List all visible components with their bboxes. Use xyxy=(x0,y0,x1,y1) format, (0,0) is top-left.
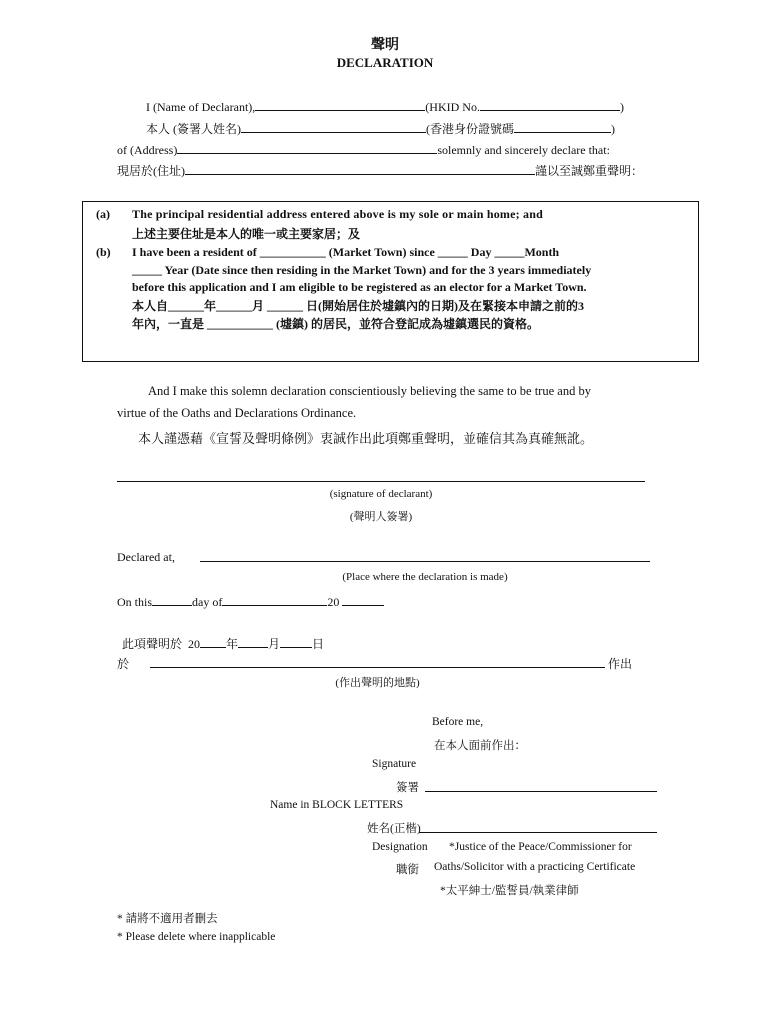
solemn-line1: And I make this solemn declaration conscientiously believing the same to be true and by xyxy=(148,384,591,398)
declared-at-line[interactable] xyxy=(200,561,650,562)
zh-at-label: 於 xyxy=(117,657,130,671)
witness-signature-en: Signature xyxy=(372,758,417,770)
hkid-label-zh: (香港身份證號碼 xyxy=(426,122,514,136)
month-field[interactable] xyxy=(222,593,327,606)
designation-text2: Oaths/Solicitor with a practicing Certificate xyxy=(434,861,636,873)
designation-text1: *Justice of the Peace/Commissioner for xyxy=(449,841,632,853)
declarant-signature-line[interactable] xyxy=(117,481,645,482)
close-paren-zh: ) xyxy=(611,122,615,136)
name-row-en xyxy=(146,98,624,115)
solemn-zh: 本人謹憑藉《宣誓及聲明條例》衷誠作出此項鄭重聲明，並確信其為真確無訛。 xyxy=(138,431,594,446)
solemnly-en: solemnly and sincerely declare that: xyxy=(437,143,610,157)
zh-date-prefix: 此項聲明於 xyxy=(122,637,183,651)
date-row-en xyxy=(117,593,384,610)
item-b-zh1: 本人自______年______月 ______ 日(開始居住於墟鎮內的日期)及在緊接本申請之前的3 xyxy=(132,299,584,313)
item-b-zh2: 年內，一直是 ___________ (墟鎮) 的居民，並符合登記成為墟鎮選民的資格。 xyxy=(132,317,539,331)
hkid-field[interactable] xyxy=(480,98,620,111)
year-field[interactable] xyxy=(342,593,384,606)
zh-place-caption: (作出聲明的地點) xyxy=(335,677,420,689)
address-field-zh[interactable] xyxy=(185,162,535,175)
address-label-en: of (Address) xyxy=(117,143,178,157)
solemn-line2: virtue of the Oaths and Declarations Ordinance. xyxy=(117,406,357,420)
before-me-zh: 在本人面前作出： xyxy=(434,740,526,752)
item-a-zh: 上述主要住址是本人的唯一或主要家居；及 xyxy=(132,227,361,241)
year-prefix: 20 xyxy=(327,595,340,609)
address-field[interactable] xyxy=(177,141,437,154)
zh-place-line[interactable] xyxy=(150,667,605,668)
item-b-line2: _____ Year (Date since then residing in the Market Town) and for the 3 years immediately xyxy=(132,263,592,277)
before-me-en: Before me, xyxy=(432,716,484,728)
item-b-marker: (b) xyxy=(96,245,111,259)
solemnly-zh: 謹以至誠鄭重聲明： xyxy=(535,164,644,178)
note-en: * Please delete where inapplicable xyxy=(117,931,276,943)
zh-year-field[interactable] xyxy=(200,635,226,648)
item-b-line1: I have been a resident of ___________ (Market Town) since _____ Day _____Month xyxy=(132,245,560,259)
designation-zh: 職銜 xyxy=(396,864,419,876)
name-field[interactable] xyxy=(255,98,425,111)
zh-month-field[interactable] xyxy=(238,635,268,648)
day-field[interactable] xyxy=(152,593,192,606)
close-paren: ) xyxy=(619,100,624,114)
name-row-zh xyxy=(146,120,615,137)
designation-text-zh: *太平紳士/監誓員/執業律師 xyxy=(440,885,579,897)
note-zh: * 請將不適用者刪去 xyxy=(117,913,218,925)
witness-name-en: Name in BLOCK LETTERS xyxy=(270,799,404,811)
witness-signature-zh: 簽署 xyxy=(396,782,419,794)
witness-name-zh: 姓名(正楷) xyxy=(367,823,421,835)
zh-year: 年 xyxy=(226,637,239,651)
address-label-zh: 現居於(住址) xyxy=(117,164,185,178)
hkid-field-zh[interactable] xyxy=(514,120,611,133)
place-caption-en: (Place where the declaration is made) xyxy=(342,571,508,583)
declared-at-label: Declared at, xyxy=(117,550,175,564)
name-label-zh: 本人 (簽署人姓名) xyxy=(146,122,241,136)
day-of-label: day of xyxy=(192,595,223,609)
signature-caption-zh: (聲明人簽署) xyxy=(349,511,413,523)
zh-made-label: 作出 xyxy=(608,657,633,671)
signature-caption-en: (signature of declarant) xyxy=(329,488,433,500)
date-row-zh xyxy=(122,635,324,652)
name-field-zh[interactable] xyxy=(241,120,426,133)
item-a-en: The principal residential address entered above is my sole or main home; and xyxy=(132,207,543,221)
witness-name-line[interactable] xyxy=(419,832,657,833)
zh-month: 月 xyxy=(268,637,281,651)
designation-en: Designation xyxy=(372,841,428,853)
witness-signature-line[interactable] xyxy=(425,791,657,792)
address-row-zh xyxy=(117,162,643,179)
zh-day: 日 xyxy=(312,637,325,651)
name-label-en: I (Name of Declarant), xyxy=(146,100,256,114)
item-b-line3: before this application and I am eligible to be registered as an elector for a Market Town. xyxy=(132,280,587,294)
hkid-label-en: (HKID No. xyxy=(425,100,480,114)
zh-day-field[interactable] xyxy=(280,635,312,648)
title-zh: 聲明 xyxy=(371,38,399,53)
on-this-label: On this xyxy=(117,595,153,609)
zh-year-prefix: 20 xyxy=(188,637,201,651)
item-a-marker: (a) xyxy=(96,207,110,221)
address-row-en xyxy=(117,141,610,158)
title-en: DECLARATION xyxy=(336,55,434,70)
